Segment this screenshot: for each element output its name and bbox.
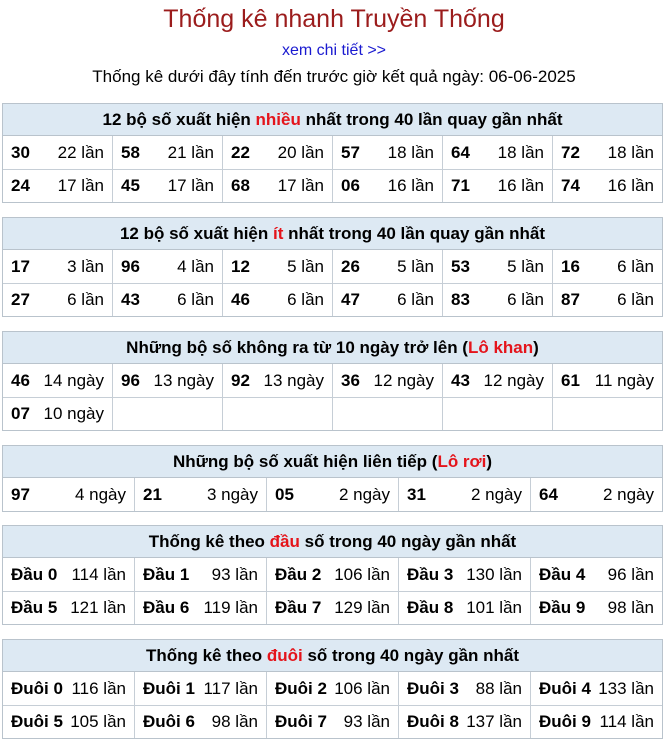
stat-cell (134, 478, 266, 511)
stat-value: 114 lần (71, 564, 126, 584)
stat-key: 07 (11, 404, 30, 423)
section-heading (3, 332, 662, 364)
heading-highlight: đầu (269, 532, 300, 551)
stat-value: 105 lần (70, 712, 126, 731)
stat-value: 130 lần (466, 564, 522, 584)
stat-value: 93 lần (343, 712, 390, 731)
stat-key: 96 (121, 256, 140, 276)
stat-key: Đầu 9 (539, 598, 586, 617)
stat-cell (398, 478, 530, 511)
stat-cell (3, 592, 134, 624)
stat-key: 36 (341, 370, 360, 390)
stat-cell (552, 284, 662, 316)
stat-key: 27 (11, 290, 30, 309)
stat-value: 114 lần (599, 712, 654, 731)
stat-value: 5 lần (397, 256, 434, 276)
table-row (3, 705, 662, 738)
stat-cell (222, 284, 332, 316)
stat-cell (3, 170, 112, 202)
section-most-frequent (2, 103, 663, 203)
stat-key: Đuôi 9 (539, 712, 591, 731)
stat-cell (332, 284, 442, 316)
table-row (3, 169, 662, 202)
stat-cell (398, 706, 530, 738)
table-row (3, 397, 662, 430)
table-row (3, 250, 662, 283)
stat-key: 24 (11, 176, 30, 195)
stat-key: 46 (11, 370, 30, 390)
stat-value: 98 lần (607, 598, 654, 617)
empty-cell (552, 398, 662, 430)
section-duoi-stats (2, 639, 663, 739)
stat-cell (3, 136, 112, 169)
stat-cell (332, 250, 442, 283)
table-row (3, 558, 662, 591)
stat-cell (3, 672, 134, 705)
heading-text: nhất trong 40 lần quay gần nhất (283, 224, 546, 243)
stat-key: Đầu 4 (539, 564, 586, 584)
stat-key: 45 (121, 176, 140, 195)
stat-cell (266, 672, 398, 705)
stat-cell (530, 672, 662, 705)
stat-cell (112, 284, 222, 316)
section-heading (3, 104, 662, 136)
stat-value: 18 lần (387, 142, 434, 162)
heading-highlight: đuôi (266, 646, 303, 665)
stat-cell (3, 558, 134, 591)
heading-text: Thống kê theo (145, 646, 267, 665)
stat-value: 121 lần (70, 598, 126, 617)
stat-key: 71 (451, 176, 470, 195)
stat-key: 58 (121, 142, 140, 162)
stat-key: Đầu 6 (143, 598, 190, 617)
stat-key: 61 (561, 370, 580, 390)
stat-cell (442, 364, 552, 397)
stat-value: 6 lần (67, 290, 104, 309)
stat-value: 6 lần (397, 290, 434, 309)
heading-text: số trong 40 ngày gần nhất (299, 532, 517, 551)
heading-highlight: nhiều (255, 110, 301, 129)
stat-key: 96 (121, 370, 140, 390)
stat-key: 72 (561, 142, 580, 162)
stat-cell (552, 170, 662, 202)
stat-key: 97 (11, 484, 30, 504)
stat-cell (552, 364, 662, 397)
stat-cell (398, 672, 530, 705)
stat-cell (3, 250, 112, 283)
stat-cell (134, 558, 266, 591)
stat-value: 11 ngày (594, 370, 654, 390)
empty-cell (222, 398, 332, 430)
stat-key: Đuôi 3 (407, 678, 459, 698)
stat-value: 4 lần (177, 256, 214, 276)
stat-value: 5 lần (507, 256, 544, 276)
stat-cell (134, 706, 266, 738)
stat-value: 133 lần (598, 678, 654, 698)
stat-key: Đầu 5 (11, 598, 58, 617)
stat-value: 16 lần (387, 176, 434, 195)
empty-cell (112, 398, 222, 430)
stat-key: 74 (561, 176, 580, 195)
stat-cell (134, 592, 266, 624)
stat-cell (222, 136, 332, 169)
stat-value: 16 lần (497, 176, 544, 195)
stat-key: 47 (341, 290, 360, 309)
stat-cell (134, 672, 266, 705)
detail-link[interactable]: xem chi tiết >> (281, 42, 387, 59)
stat-key: 21 (143, 484, 162, 504)
stat-value: 21 lần (167, 142, 214, 162)
stat-key: 30 (11, 142, 30, 162)
stat-cell (266, 478, 398, 511)
stat-key: Đầu 7 (275, 598, 322, 617)
stat-value: 18 lần (497, 142, 544, 162)
section-heading (3, 446, 662, 478)
stat-value: 6 lần (617, 290, 654, 309)
stat-key: Đầu 8 (407, 598, 454, 617)
stat-cell (442, 250, 552, 283)
stat-value: 106 lần (334, 564, 390, 584)
heading-text: Thống kê theo (148, 532, 270, 551)
stat-value: 2 ngày (338, 484, 390, 504)
stat-key: Đuôi 4 (539, 678, 591, 698)
stat-cell (332, 364, 442, 397)
stat-value: 22 lần (57, 142, 104, 162)
stat-cell (530, 478, 662, 511)
stat-key: 12 (231, 256, 250, 276)
stat-value: 117 lần (203, 678, 258, 698)
stat-cell (3, 478, 134, 511)
stat-value: 88 lần (475, 678, 522, 698)
table-row (3, 283, 662, 316)
stat-cell (552, 250, 662, 283)
stat-value: 3 lần (67, 256, 104, 276)
stat-key: Đầu 3 (407, 564, 454, 584)
stat-value: 2 ngày (470, 484, 522, 504)
stat-cell (442, 136, 552, 169)
stat-value: 6 lần (177, 290, 214, 309)
empty-cell (332, 398, 442, 430)
stat-cell (3, 364, 112, 397)
stat-cell (332, 170, 442, 202)
section-dau-stats (2, 525, 663, 625)
stat-cell (112, 250, 222, 283)
stat-value: 137 lần (466, 712, 522, 731)
stat-value: 129 lần (334, 598, 390, 617)
stat-value: 18 lần (607, 142, 654, 162)
stat-cell (112, 136, 222, 169)
stat-value: 12 ngày (483, 370, 544, 390)
stat-value: 4 ngày (74, 484, 126, 504)
stat-key: 05 (275, 484, 294, 504)
page-title: Thống kê nhanh Truyền Thống (163, 5, 505, 33)
section-heading (3, 218, 662, 250)
heading-text: ) (486, 452, 493, 471)
heading-text: Những bộ số không ra từ 10 ngày trở lên ( (126, 338, 468, 357)
stat-cell (3, 284, 112, 316)
stat-key: 68 (231, 176, 250, 195)
heading-text: Những bộ số xuất hiện liên tiếp ( (172, 452, 438, 471)
table-row (3, 478, 662, 511)
stat-key: 43 (121, 290, 140, 309)
stat-key: 46 (231, 290, 250, 309)
section-lo-roi (2, 445, 663, 512)
stat-key: Đuôi 1 (143, 678, 195, 698)
table-row (3, 136, 662, 169)
heading-text: 12 bộ số xuất hiện (119, 224, 273, 243)
stat-cell (530, 558, 662, 591)
stat-cell (552, 136, 662, 169)
stat-key: Đuôi 5 (11, 712, 63, 731)
stat-value: 106 lần (334, 678, 390, 698)
stat-value: 12 ngày (373, 370, 434, 390)
stat-value: 20 lần (277, 142, 324, 162)
stat-cell (222, 170, 332, 202)
stat-value: 98 lần (211, 712, 258, 731)
section-heading (3, 640, 662, 672)
stat-cell (530, 706, 662, 738)
stat-key: 57 (341, 142, 360, 162)
stat-key: Đầu 0 (11, 564, 58, 584)
stat-key: Đầu 2 (275, 564, 322, 584)
stat-key: 06 (341, 176, 360, 195)
stat-value: 16 lần (607, 176, 654, 195)
stat-cell (530, 592, 662, 624)
stat-cell (3, 398, 112, 430)
table-row (3, 364, 662, 397)
stat-key: 92 (231, 370, 250, 390)
stat-value: 13 ngày (153, 370, 214, 390)
stat-value: 116 lần (71, 678, 126, 698)
stat-key: 64 (451, 142, 470, 162)
section-heading (3, 526, 662, 558)
stat-value: 10 ngày (43, 404, 104, 423)
stat-key: 16 (561, 256, 580, 276)
stat-value: 6 lần (617, 256, 654, 276)
stat-cell (222, 250, 332, 283)
section-least-frequent (2, 217, 663, 317)
heading-text: nhất trong 40 lần quay gần nhất (300, 110, 563, 129)
stat-cell (222, 364, 332, 397)
stat-key: 43 (451, 370, 470, 390)
section-lo-khan (2, 331, 663, 431)
stat-value: 17 lần (167, 176, 214, 195)
stat-value: 3 ngày (206, 484, 258, 504)
stat-key: 53 (451, 256, 470, 276)
heading-highlight: ít (273, 224, 284, 243)
heading-highlight: Lô khan (467, 338, 534, 357)
stat-cell (398, 558, 530, 591)
heading-highlight: Lô rơi (437, 452, 487, 471)
stat-key: 83 (451, 290, 470, 309)
stat-value: 13 ngày (263, 370, 324, 390)
stat-key: 31 (407, 484, 426, 504)
table-row (3, 591, 662, 624)
stat-key: Đầu 1 (143, 564, 190, 584)
heading-text: ) (533, 338, 539, 357)
stat-value: 14 ngày (43, 370, 104, 390)
stat-key: 64 (539, 484, 558, 504)
stat-key: Đuôi 7 (275, 712, 327, 731)
empty-cell (442, 398, 552, 430)
stat-value: 96 lần (607, 564, 654, 584)
stat-key: Đuôi 8 (407, 712, 459, 731)
stat-value: 101 lần (466, 598, 522, 617)
stat-value: 17 lần (277, 176, 324, 195)
stat-cell (398, 592, 530, 624)
stat-cell (266, 558, 398, 591)
stat-cell (332, 136, 442, 169)
stat-cell (442, 170, 552, 202)
date-note: Thống kê dưới đây tính đến trước giờ kết quả ngày: 06-06-2025 (92, 67, 576, 86)
stat-key: Đuôi 0 (11, 678, 63, 698)
stat-cell (266, 706, 398, 738)
stat-value: 119 lần (203, 598, 258, 617)
stat-key: 17 (11, 256, 30, 276)
heading-text: số trong 40 ngày gần nhất (302, 646, 520, 665)
stat-cell (3, 706, 134, 738)
stat-cell (266, 592, 398, 624)
table-row (3, 672, 662, 705)
stat-value: 5 lần (287, 256, 324, 276)
stat-value: 93 lần (211, 564, 258, 584)
stat-value: 17 lần (57, 176, 104, 195)
stat-value: 2 ngày (602, 484, 654, 504)
stat-cell (112, 170, 222, 202)
stat-cell (442, 284, 552, 316)
stat-cell (112, 364, 222, 397)
stat-key: 87 (561, 290, 580, 309)
stat-key: Đuôi 2 (275, 678, 327, 698)
heading-text: 12 bộ số xuất hiện (102, 110, 256, 129)
stat-value: 6 lần (507, 290, 544, 309)
stat-key: 26 (341, 256, 360, 276)
stat-key: 22 (231, 142, 250, 162)
stat-key: Đuôi 6 (143, 712, 195, 731)
stat-value: 6 lần (287, 290, 324, 309)
